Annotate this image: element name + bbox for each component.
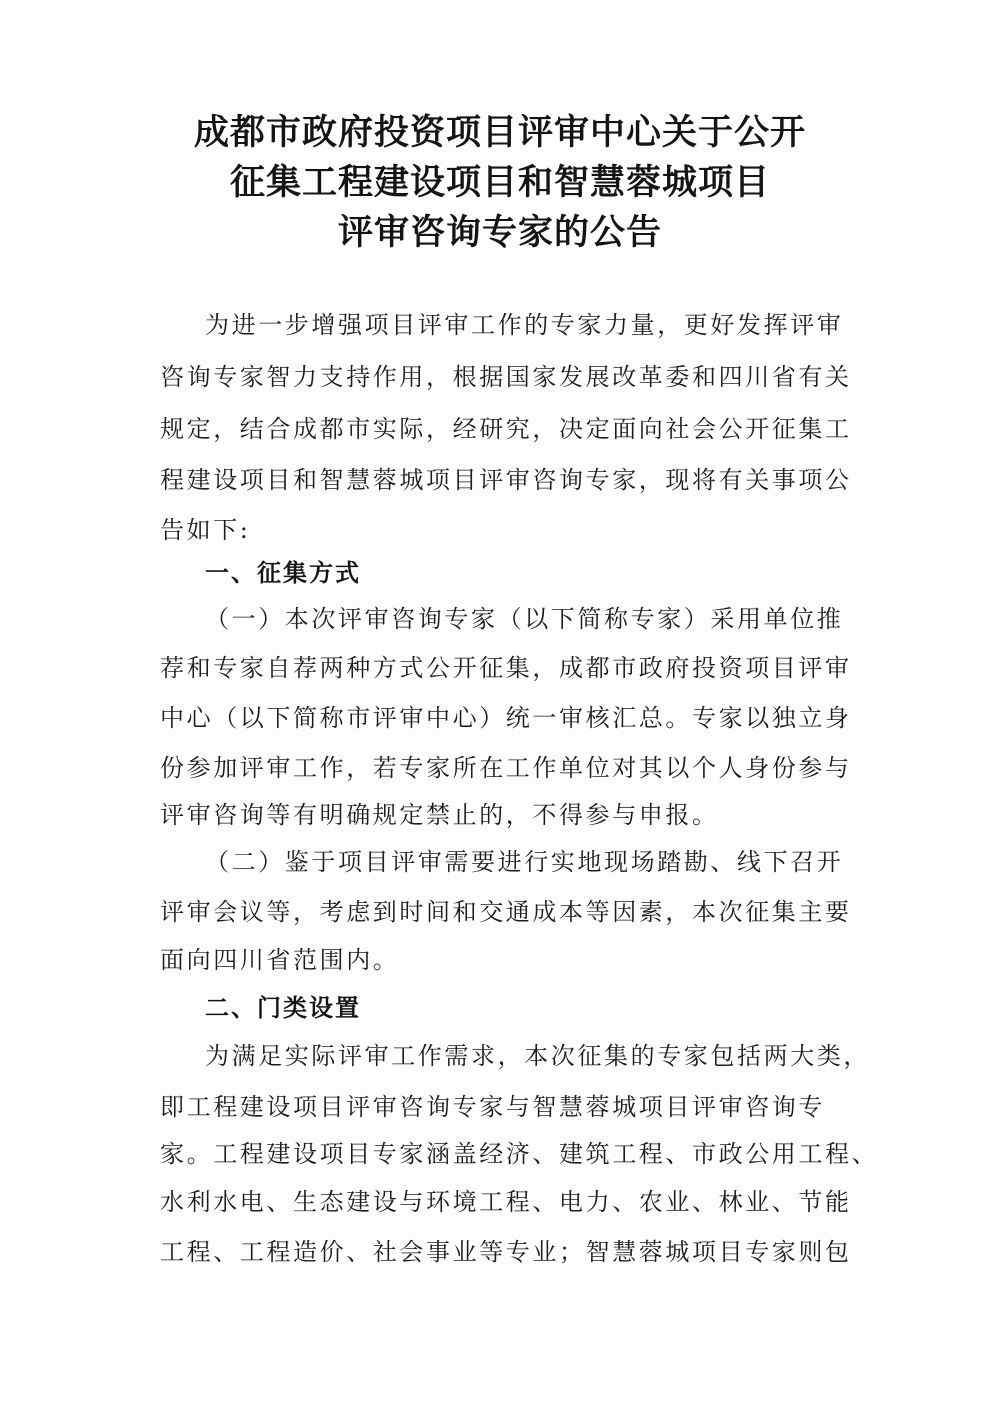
- paragraph-line: 工程、工程造价、社会事业等专业；智慧蓉城项目专家则包: [160, 1238, 852, 1266]
- paragraph-line: 份参加评审工作，若专家所在工作单位对其以个人身份参与: [160, 754, 852, 782]
- intro-line: 为进一步增强项目评审工作的专家力量，更好发挥评审: [205, 311, 844, 339]
- paragraph-line: 中心（以下简称市评审中心）统一审核汇总。专家以独立身: [160, 704, 852, 732]
- paragraph-line: 荐和专家自荐两种方式公开征集，成都市政府投资项目评审: [160, 654, 852, 682]
- intro-line: 程建设项目和智慧蓉城项目评审咨询专家，现将有关事项公: [160, 466, 852, 494]
- intro-line: 咨询专家智力支持作用，根据国家发展改革委和四川省有关: [160, 363, 852, 391]
- paragraph-line: 即工程建设项目评审咨询专家与智慧蓉城项目评审咨询专: [160, 1093, 825, 1121]
- intro-line: 规定，结合成都市实际，经研究，决定面向社会公开征集工: [160, 415, 852, 443]
- paragraph-line: 为满足实际评审工作需求，本次征集的专家包括两大类，: [205, 1042, 870, 1070]
- paragraph-line: 水利水电、生态建设与环境工程、电力、农业、林业、节能: [160, 1188, 852, 1216]
- paragraph-line: 评审会议等，考虑到时间和交通成本等因素，本次征集主要: [160, 898, 852, 926]
- section-heading: 一、征集方式: [205, 559, 361, 587]
- paragraph-line: （一）本次评审咨询专家（以下简称专家）采用单位推: [205, 605, 844, 633]
- section-heading: 二、门类设置: [205, 994, 361, 1022]
- document-title-line-2: 征集工程建设项目和智慧蓉城项目: [229, 163, 770, 203]
- paragraph-line: （二）鉴于项目评审需要进行实地现场踏勘、线下召开: [205, 848, 844, 876]
- intro-line: 告如下:: [160, 516, 251, 544]
- document-title-line-3: 评审咨询专家的公告: [337, 213, 662, 253]
- paragraph-line: 面向四川省范围内。: [160, 946, 400, 974]
- document-title-line-1: 成都市政府投资项目评审中心关于公开: [193, 113, 806, 153]
- paragraph-line: 评审咨询等有明确规定禁止的，不得参与申报。: [160, 801, 719, 829]
- paragraph-line: 家。工程建设项目专家涵盖经济、建筑工程、市政公用工程、: [160, 1140, 879, 1168]
